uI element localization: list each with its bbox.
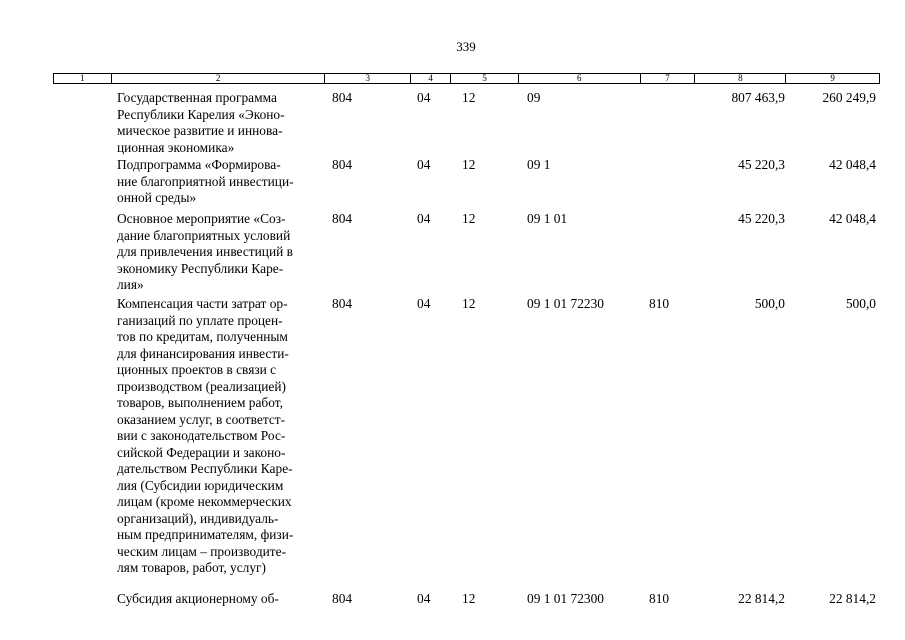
cell-col5: 12: [462, 296, 476, 311]
cell-col4: 04: [417, 90, 431, 105]
row-description: [117, 157, 322, 207]
cell-col4: 04: [417, 211, 431, 226]
column-header-4: 4: [411, 74, 451, 83]
cell-col5: 12: [462, 157, 476, 172]
description-line: для привлечения инвестиций в: [117, 244, 293, 259]
description-line: сийской Федерации и законо-: [117, 444, 286, 460]
cell-col5: 12: [462, 591, 476, 606]
description-line: ным предпринимателям, физи-: [117, 527, 294, 542]
cell-col5: 12: [462, 211, 476, 226]
description-line: ганизаций по уплате процен-: [117, 312, 283, 328]
cell-col9: 500,0: [845, 296, 876, 311]
description-line: оказанием услуг, в соответст-: [117, 411, 286, 427]
description-line: Компенсация части затрат ор-: [117, 296, 288, 311]
cell-col3: 804: [332, 90, 353, 105]
description-line: лия (Субсидии юридическим: [117, 477, 284, 493]
column-header-3: 3: [325, 74, 411, 83]
cell-col8: 807 463,9: [731, 90, 785, 105]
column-header-7: 7: [641, 74, 696, 83]
cell-col4: 04: [417, 591, 431, 606]
page-number: 339: [456, 39, 476, 54]
description-line: Основное мероприятие «Соз-: [117, 211, 286, 226]
cell-col4: 04: [417, 296, 431, 311]
column-header-5: 5: [451, 74, 519, 83]
cell-col8: 45 220,3: [738, 211, 785, 226]
column-header-2: 2: [112, 74, 325, 83]
cell-col7: 810: [649, 591, 670, 606]
description-line: для финансирования инвести-: [117, 345, 289, 361]
description-line: ционная экономика»: [117, 139, 235, 155]
row-description: [117, 90, 322, 156]
cell-col9: 22 814,2: [829, 591, 876, 606]
column-header-9: 9: [830, 73, 835, 83]
cell-col3: 804: [332, 296, 353, 311]
cell-col8: 45 220,3: [738, 157, 785, 172]
cell-col9: 42 048,4: [829, 157, 876, 172]
cell-col6: 09 1 01 72300: [527, 591, 604, 606]
description-line: Государственная программа: [117, 90, 277, 105]
cell-col9: 260 249,9: [822, 90, 876, 105]
description-line: мическое развитие и иннова-: [117, 123, 283, 138]
cell-col3: 804: [332, 591, 353, 606]
row-description: [117, 296, 322, 577]
description-line: производством (реализацией): [117, 378, 286, 394]
description-line: ционных проектов в связи с: [117, 362, 277, 377]
cell-col9: 42 048,4: [829, 211, 876, 226]
description-line: тов по кредитам, полученным: [117, 329, 288, 344]
description-line: вии с законодательством Рос-: [117, 428, 286, 443]
description-line: дание благоприятных условий: [117, 227, 291, 243]
column-header-6: 6: [519, 74, 641, 83]
cell-col3: 804: [332, 211, 353, 226]
cell-col5: 12: [462, 90, 476, 105]
cell-col7: 810: [649, 296, 670, 311]
description-line: ческим лицам – производите-: [117, 543, 287, 559]
cell-col6: 09: [527, 90, 541, 105]
description-line: Республики Карелия «Эконо-: [117, 106, 285, 122]
row-description: [117, 591, 322, 608]
cell-col6: 09 1 01 72230: [527, 296, 604, 311]
description-line: лицам (кроме некоммерческих: [117, 494, 292, 509]
cell-col6: 09 1: [527, 157, 551, 172]
description-line: Субсидия акционерному об-: [117, 591, 279, 606]
description-line: Подпрограмма «Формирова-: [117, 157, 281, 172]
description-line: лия»: [117, 277, 144, 292]
cell-col3: 804: [332, 157, 353, 172]
description-line: ние благоприятной инвестици-: [117, 173, 294, 189]
cell-col4: 04: [417, 157, 431, 172]
description-line: организаций), индивидуаль-: [117, 510, 279, 526]
description-line: лям товаров, работ, услуг): [117, 560, 267, 575]
description-line: дательством Республики Каре-: [117, 461, 293, 476]
description-line: товаров, выполнением работ,: [117, 395, 283, 410]
cell-col8: 22 814,2: [738, 591, 785, 606]
column-header-8: 8: [695, 74, 786, 83]
description-line: онной среды»: [117, 190, 197, 205]
description-line: экономику Республики Каре-: [117, 260, 284, 276]
cell-col6: 09 1 01: [527, 211, 568, 226]
column-header-1: 1: [54, 74, 112, 83]
cell-col8: 500,0: [754, 296, 785, 311]
row-description: [117, 211, 322, 294]
